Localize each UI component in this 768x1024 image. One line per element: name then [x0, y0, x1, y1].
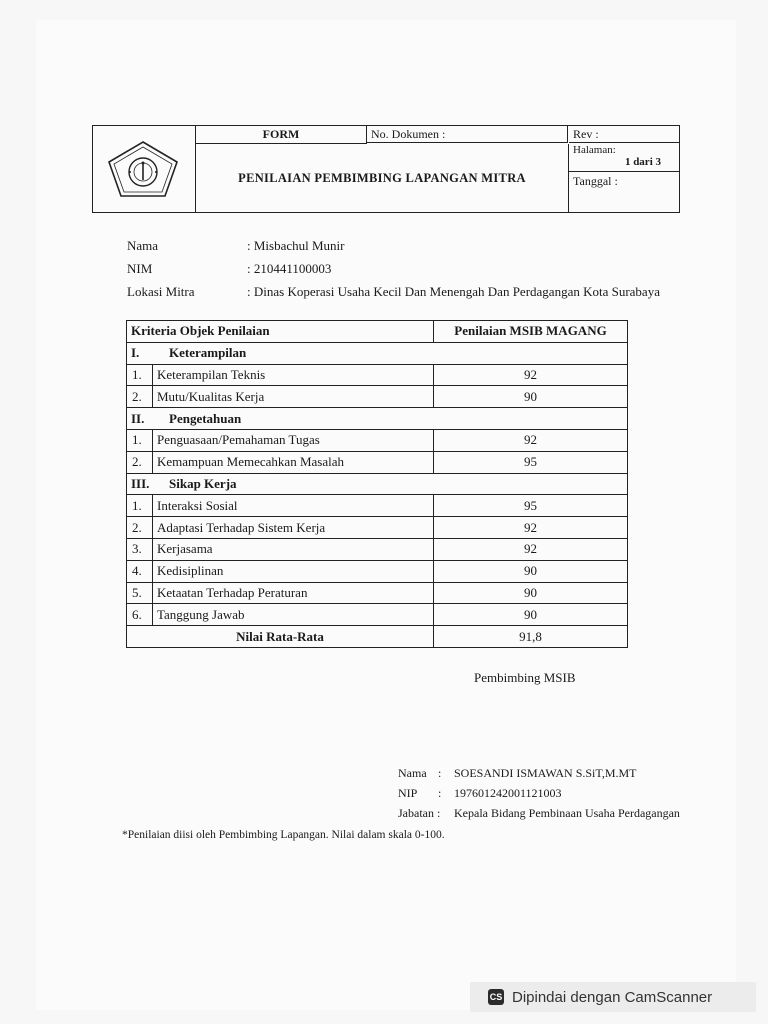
nim-value: : 210441100003	[247, 261, 332, 276]
average-label: Nilai Rata-Rata	[127, 626, 434, 648]
camscanner-watermark	[470, 982, 756, 1012]
table-row	[127, 582, 628, 604]
average-value: 91,8	[434, 626, 628, 648]
item-number: 3.	[127, 538, 153, 560]
section-row	[127, 408, 628, 430]
item-label: Tanggung Jawab	[153, 604, 434, 626]
section-title: Pengetahuan	[169, 410, 242, 426]
document-header	[92, 125, 680, 213]
table-header-row	[127, 321, 628, 343]
item-score: 92	[434, 517, 628, 539]
section-row	[127, 342, 628, 364]
section-title: Keterampilan	[169, 345, 247, 361]
item-number: 6.	[127, 604, 153, 626]
item-score: 90	[434, 604, 628, 626]
halaman-cell	[569, 144, 679, 172]
item-score: 92	[434, 538, 628, 560]
item-number: 1.	[127, 495, 153, 517]
section-title: Sikap Kerja	[169, 475, 237, 491]
average-row	[127, 626, 628, 648]
item-label: Keterampilan Teknis	[153, 364, 434, 386]
item-score: 92	[434, 429, 628, 451]
section-row	[127, 473, 628, 495]
table-row	[127, 495, 628, 517]
item-label: Interaksi Sosial	[153, 495, 434, 517]
score-header: Penilaian MSIB MAGANG	[434, 321, 628, 343]
table-row	[127, 538, 628, 560]
item-label: Kemampuan Memecahkan Masalah	[153, 451, 434, 473]
institution-logo	[105, 140, 181, 200]
item-number: 1.	[127, 429, 153, 451]
item-label: Kerjasama	[153, 538, 434, 560]
signatory-jabatan-value: Kepala Bidang Pembinaan Usaha Perdagangan	[454, 806, 680, 820]
table-row	[127, 517, 628, 539]
item-score: 90	[434, 582, 628, 604]
lokasi-label: Lokasi Mitra	[127, 284, 195, 299]
section-roman: II.	[131, 410, 145, 426]
table-row	[127, 560, 628, 582]
item-score: 92	[434, 364, 628, 386]
table-row	[127, 451, 628, 473]
signatory-jabatan-label: Jabatan :	[398, 806, 441, 820]
item-score: 95	[434, 495, 628, 517]
assessment-table	[126, 320, 628, 648]
halaman-label: Halaman:	[573, 144, 616, 156]
item-number: 2.	[127, 517, 153, 539]
item-score: 90	[434, 386, 628, 408]
halaman-value: 1 dari 3	[624, 156, 661, 168]
item-number: 2.	[127, 386, 153, 408]
item-number: 5.	[127, 582, 153, 604]
signatory-nama-value: SOESANDI ISMAWAN S.SiT,M.MT	[454, 766, 637, 780]
nama-value: : Misbachul Munir	[247, 238, 345, 253]
item-score: 95	[434, 451, 628, 473]
table-row	[127, 604, 628, 626]
signatory-nip-value: 197601242001121003	[454, 786, 562, 800]
nama-label: Nama	[127, 238, 159, 253]
item-number: 4.	[127, 560, 153, 582]
camscanner-icon: CS	[488, 989, 504, 1005]
item-score: 90	[434, 560, 628, 582]
colon: :	[438, 786, 442, 800]
footnote: *Penilaian diisi oleh Pembimbing Lapangan. Nilai dalam skala 0-100.	[122, 829, 445, 841]
rev-label: Rev :	[569, 126, 679, 143]
colon: :	[438, 766, 442, 780]
form-label: FORM	[196, 126, 367, 144]
signatory-nama-label: Nama	[398, 766, 427, 780]
item-label: Penguasaan/Pemahaman Tugas	[153, 429, 434, 451]
item-label: Kedisiplinan	[153, 560, 434, 582]
nim-label: NIM	[127, 261, 153, 276]
criteria-header: Kriteria Objek Penilaian	[127, 321, 434, 343]
pembimbing-label: Pembimbing MSIB	[474, 670, 576, 685]
section-roman: I.	[131, 345, 140, 361]
tanggal-label: Tanggal :	[573, 174, 618, 188]
no-dokumen-label: No. Dokumen :	[367, 126, 568, 143]
table-row	[127, 364, 628, 386]
table-row	[127, 386, 628, 408]
item-number: 1.	[127, 364, 153, 386]
item-label: Mutu/Kualitas Kerja	[153, 386, 434, 408]
item-number: 2.	[127, 451, 153, 473]
table-row	[127, 429, 628, 451]
lokasi-value: : Dinas Koperasi Usaha Kecil Dan Menengah Dan Perdagangan Kota Surabaya	[247, 284, 660, 299]
signatory-nip-label: NIP	[398, 786, 418, 800]
camscanner-text: Dipindai dengan CamScanner	[512, 988, 713, 1006]
logo-cell	[93, 126, 196, 212]
item-label: Ketaatan Terhadap Peraturan	[153, 582, 434, 604]
item-label: Adaptasi Terhadap Sistem Kerja	[153, 517, 434, 539]
section-roman: III.	[131, 475, 150, 491]
document-title: PENILAIAN PEMBIMBING LAPANGAN MITRA	[196, 144, 569, 212]
